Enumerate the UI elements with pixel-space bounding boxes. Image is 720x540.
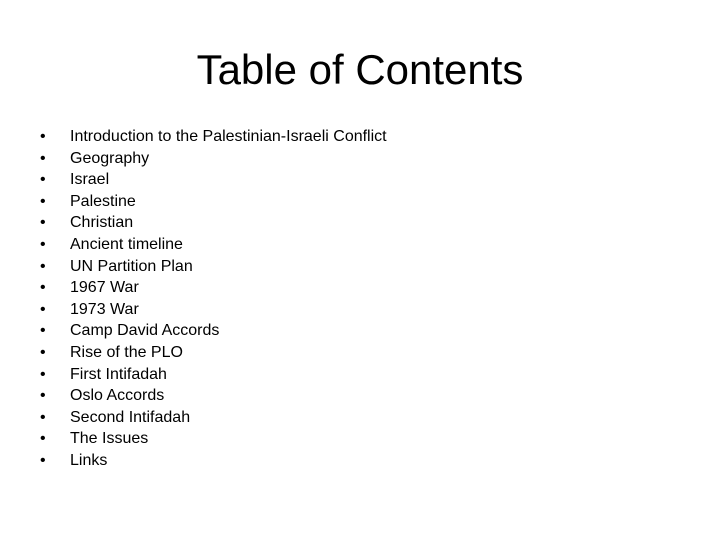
list-item-label: The Issues [70, 430, 149, 448]
list-item-label: Introduction to the Palestinian-Israeli Conflict [70, 128, 387, 145]
list-item-label: 1967 War [70, 279, 139, 297]
list-item-label: 1973 War [70, 300, 139, 318]
bullet-icon: • [40, 235, 46, 253]
list-item-label: Second Intifadah [70, 408, 191, 426]
bullet-icon: • [40, 128, 46, 145]
list-item-label: First Intifadah [70, 365, 167, 383]
bullet-icon: • [40, 451, 46, 469]
slide-title: Table of Contents [196, 46, 524, 93]
bullet-icon: • [40, 343, 46, 361]
bullet-icon: • [40, 322, 46, 340]
bullet-icon: • [40, 214, 46, 232]
list-item-label: UN Partition Plan [70, 257, 193, 275]
list-item-label: Links [70, 451, 108, 469]
bullet-icon: • [40, 408, 46, 426]
list-item-label: Camp David Accords [70, 322, 220, 340]
bullet-icon: • [40, 257, 46, 275]
bullet-icon: • [40, 387, 46, 405]
list-item-label: Rise of the PLO [70, 343, 183, 361]
list-item-label: Palestine [70, 192, 136, 210]
list-item-label: Geography [70, 149, 150, 167]
bullet-icon: • [40, 300, 46, 318]
list-item-label: Oslo Accords [70, 387, 165, 405]
bullet-icon: • [40, 365, 46, 383]
list-item-label: Israel [70, 171, 110, 189]
bullet-icon: • [40, 279, 46, 297]
list-item-label: Ancient timeline [70, 235, 183, 253]
bullet-icon: • [40, 192, 46, 210]
bullet-icon: • [40, 430, 46, 448]
bullet-icon: • [40, 171, 46, 189]
list-item-label: Christian [70, 214, 134, 232]
bullet-icon: • [40, 149, 46, 167]
